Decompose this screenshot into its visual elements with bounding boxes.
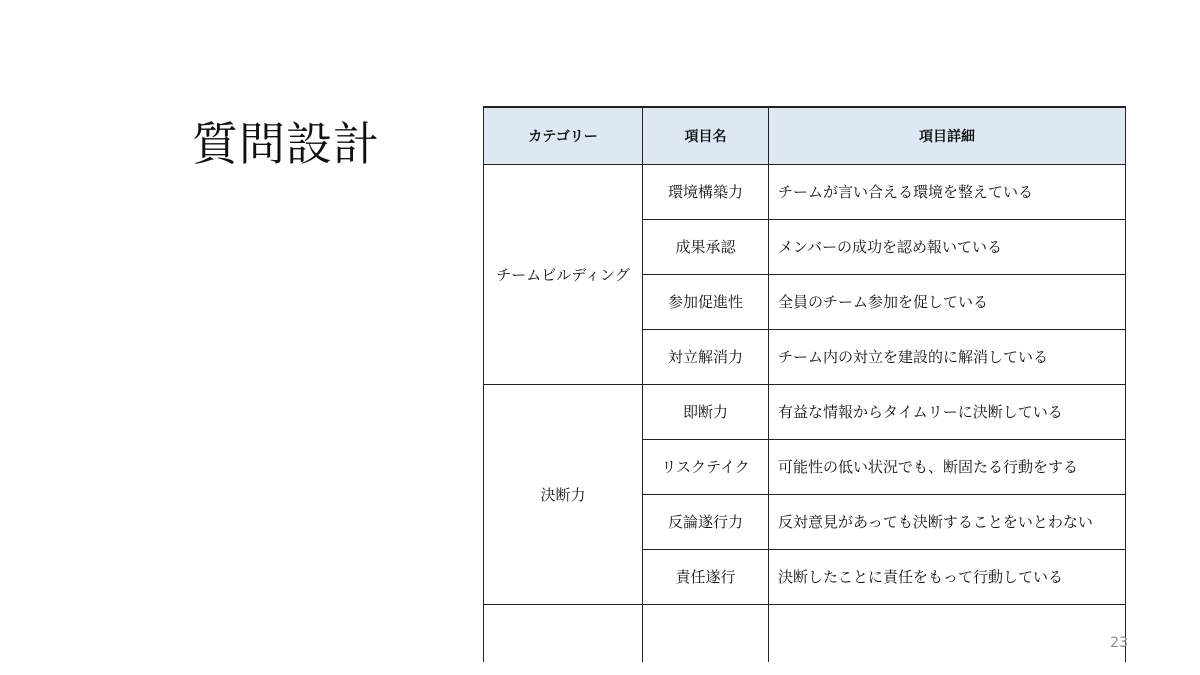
table-row: [484, 164, 1126, 219]
question-design-table: [483, 106, 1126, 662]
item-detail-cell: メンバーの成功を認め報いている: [769, 219, 1126, 274]
header-category: カテゴリー: [484, 107, 643, 164]
item-name-cell: 成果承認: [643, 219, 769, 274]
item-name-cell: 参加促進性: [643, 274, 769, 329]
empty-cell: [484, 604, 643, 662]
item-detail-cell: 反対意見があっても決断することをいとわない: [769, 494, 1126, 549]
category-cell-decisiveness: 決断力: [484, 384, 643, 604]
item-name-cell: 責任遂行: [643, 549, 769, 604]
header-item-name: 項目名: [643, 107, 769, 164]
item-name-cell: リスクテイク: [643, 439, 769, 494]
table-header-row: [484, 107, 1126, 164]
category-cell-team-building: チームビルディング: [484, 164, 643, 384]
header-item-detail: 項目詳細: [769, 107, 1126, 164]
empty-cell: [643, 604, 769, 662]
item-name-cell: 即断力: [643, 384, 769, 439]
table-row-empty: [484, 604, 1126, 662]
item-name-cell: 対立解消力: [643, 329, 769, 384]
empty-cell: [769, 604, 1126, 662]
table-row: [484, 384, 1126, 439]
slide-title: 質問設計: [192, 117, 380, 171]
item-name-cell: 反論遂行力: [643, 494, 769, 549]
item-detail-cell: チーム内の対立を建設的に解消している: [769, 329, 1126, 384]
item-detail-cell: チームが言い合える環境を整えている: [769, 164, 1126, 219]
page-number: 23: [1110, 635, 1128, 651]
item-detail-cell: 決断したことに責任をもって行動している: [769, 549, 1126, 604]
item-name-cell: 環境構築力: [643, 164, 769, 219]
item-detail-cell: 有益な情報からタイムリーに決断している: [769, 384, 1126, 439]
item-detail-cell: 全員のチーム参加を促している: [769, 274, 1126, 329]
item-detail-cell: 可能性の低い状況でも、断固たる行動をする: [769, 439, 1126, 494]
